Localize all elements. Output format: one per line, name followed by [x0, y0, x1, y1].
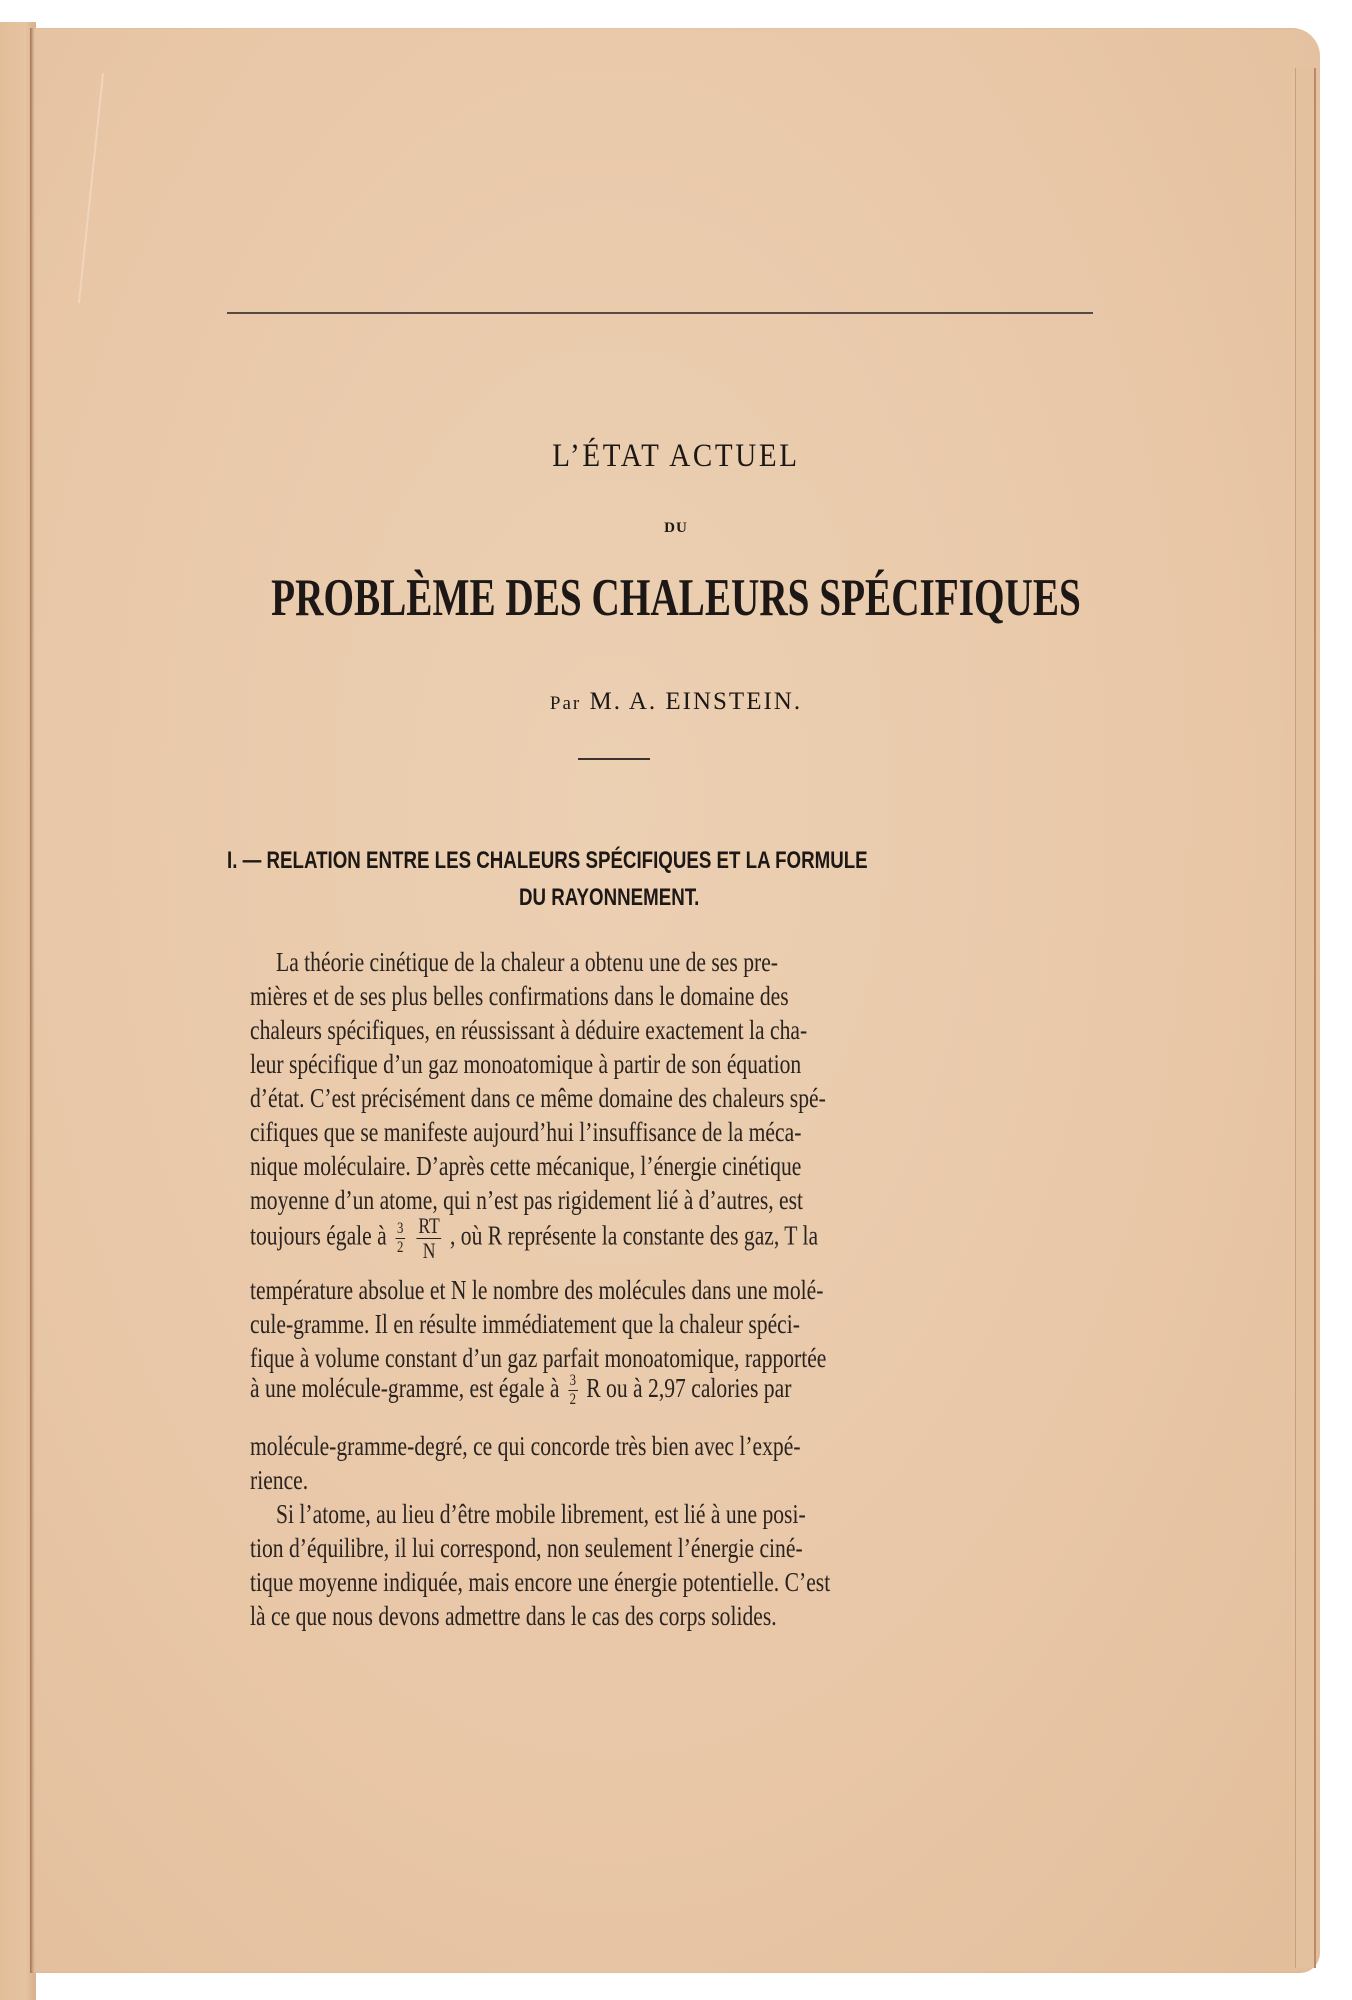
fraction-three-halves [568, 1372, 578, 1409]
text-line: rience. [250, 1465, 309, 1495]
fraction-three-halves [395, 1220, 405, 1257]
text-line-formula [250, 1214, 818, 1263]
text-line: fique à volume constant d’un gaz parfait monoatomique, rapportée [250, 1343, 827, 1373]
section-heading-line-2: DU RAYONNEMENT. [519, 884, 700, 911]
text-line: mières et de ses plus belles confirmations dans le domaine des [250, 981, 789, 1011]
fraction-rt-over-n [417, 1214, 442, 1263]
text-line: leur spécifique d’un gaz monoatomique à partir de son équation [250, 1049, 802, 1079]
text-fragment: , où R représente la constante des gaz, T la [450, 1220, 819, 1251]
text-fragment: à une molécule-gramme, est égale à [250, 1373, 560, 1403]
body-text [250, 946, 1090, 1706]
byline [0, 688, 1352, 716]
text-line: nique moléculaire. D’après cette mécanique, l’énergie cinétique [250, 1151, 802, 1181]
fraction-numerator: RT [418, 1213, 440, 1238]
text-line: moyenne d’un atome, qui n’est pas rigidement lié à d’autres, est [250, 1185, 804, 1215]
text-line-formula [250, 1372, 791, 1409]
section-heading-line-1: I. — RELATION ENTRE LES CHALEURS SPÉCIFIQUES ET LA FORMULE [227, 847, 868, 874]
text-line: cifiques que se manifeste aujourd’hui l’insuffisance de la méca- [250, 1117, 802, 1147]
text-line: chaleurs spécifiques, en réussissant à déduire exactement la cha- [250, 1015, 808, 1045]
title-line-1: L’ÉTAT ACTUEL [552, 438, 800, 474]
text-line: température absolue et N le nombre des molécules dans une molé- [250, 1275, 824, 1305]
text-line: tique moyenne indiquée, mais encore une énergie potentielle. C’est [250, 1567, 831, 1597]
fraction-denominator: 2 [396, 1239, 404, 1256]
text-line: molécule-gramme-degré, ce qui concorde très bien avec l’expé- [250, 1431, 801, 1461]
text-fragment: R ou à 2,97 calories par [586, 1373, 792, 1403]
text-line: là ce que nous devons admettre dans le cas des corps solides. [250, 1601, 777, 1631]
fraction-numerator: 3 [396, 1220, 404, 1237]
fraction-denominator: 2 [569, 1391, 577, 1409]
text-fragment: toujours égale à [250, 1220, 387, 1251]
fraction-denominator: N [422, 1238, 436, 1263]
title-separator-rule [578, 758, 650, 760]
byline-author: M. A. EINSTEIN. [589, 688, 803, 715]
text-line: La théorie cinétique de la chaleur a obtenu une de ses pre- [276, 947, 778, 977]
text-line: Si l’atome, au lieu d’être mobile librement, est lié à une posi- [276, 1499, 806, 1529]
title-line-2: DU [664, 520, 688, 536]
text-line: cule-gramme. Il en résulte immédiatement que la chaleur spéci- [250, 1309, 800, 1339]
main-title: PROBLÈME DES CHALEURS SPÉCIFIQUES [271, 569, 1081, 627]
text-line: d’état. C’est précisément dans ce même domaine des chaleurs spé- [250, 1083, 826, 1113]
byline-par: Par [549, 693, 582, 714]
top-rule [227, 312, 1093, 314]
page-edge-stack [1295, 68, 1316, 1968]
paper-crease [78, 73, 104, 303]
text-line: tion d’équilibre, il lui correspond, non seulement l’énergie ciné- [250, 1533, 803, 1563]
fraction-numerator: 3 [569, 1372, 577, 1390]
